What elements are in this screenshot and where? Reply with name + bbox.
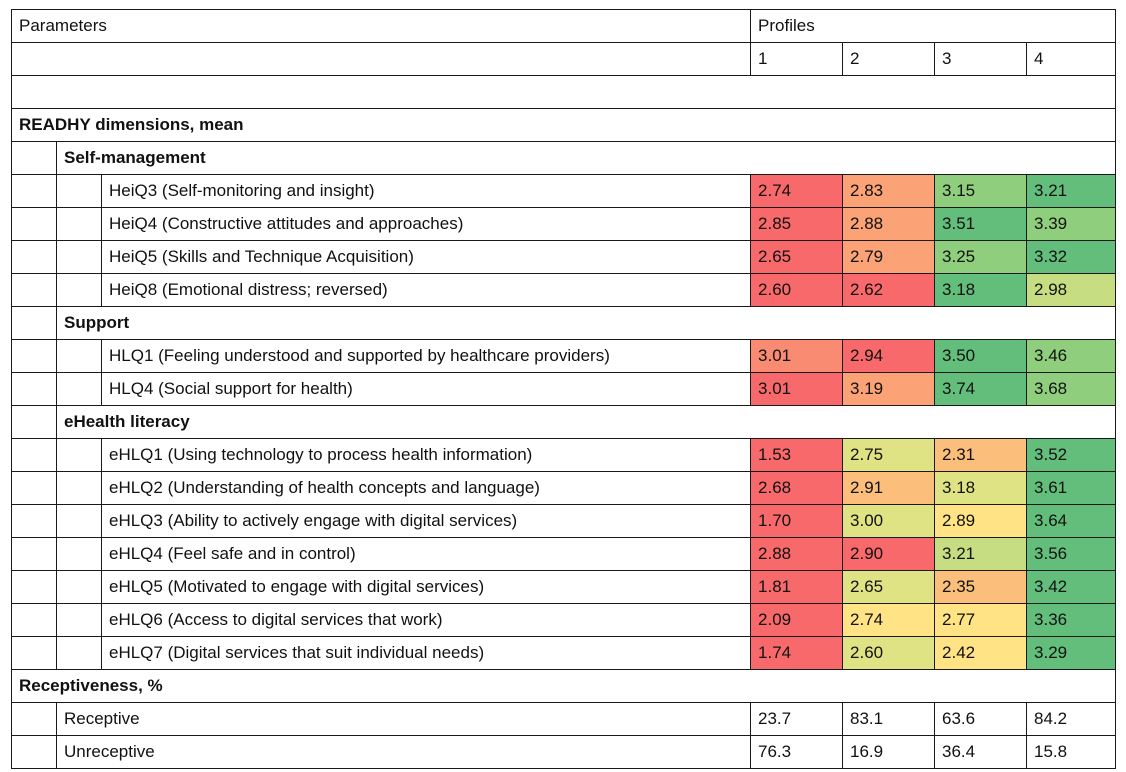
- parameter-label: HeiQ4 (Constructive attitudes and approaches): [102, 208, 751, 241]
- indent-cell: [57, 175, 102, 208]
- indent-cell: [12, 571, 57, 604]
- profile-2-value: 2.60: [843, 637, 935, 670]
- table-row: [12, 373, 1116, 406]
- profile-4-value: 3.36: [1027, 604, 1116, 637]
- parameter-label: eHLQ6 (Access to digital services that work): [102, 604, 751, 637]
- indent-cell: [12, 274, 57, 307]
- profile-2-value: 2.62: [843, 274, 935, 307]
- profile-1-value: 2.09: [751, 604, 843, 637]
- profile-2-value: 2.88: [843, 208, 935, 241]
- section-label: Receptiveness, %: [12, 670, 1116, 703]
- parameter-label: HeiQ5 (Skills and Technique Acquisition): [102, 241, 751, 274]
- parameters-header: Parameters: [12, 10, 751, 43]
- profile-3-value: 2.35: [935, 571, 1027, 604]
- profile-3-value: 63.6: [935, 703, 1027, 736]
- profiles-header: Profiles: [751, 10, 1116, 43]
- indent-cell: [12, 538, 57, 571]
- header-row-1: [12, 10, 1116, 43]
- indent-cell: [57, 241, 102, 274]
- profile-4-value: 3.32: [1027, 241, 1116, 274]
- profile-3-value: 3.51: [935, 208, 1027, 241]
- profile-2-value: 2.74: [843, 604, 935, 637]
- indent-cell: [12, 406, 57, 439]
- profile-3-value: 3.50: [935, 340, 1027, 373]
- profiles-table: [11, 9, 1116, 769]
- parameter-label: eHLQ3 (Ability to actively engage with digital services): [102, 505, 751, 538]
- profile-2-value: 2.75: [843, 439, 935, 472]
- indent-cell: [57, 373, 102, 406]
- table-row: [12, 439, 1116, 472]
- table-row: [12, 736, 1116, 769]
- table-row: [12, 472, 1116, 505]
- profile-1-value: 1.53: [751, 439, 843, 472]
- indent-cell: [12, 637, 57, 670]
- profile-1-value: 2.85: [751, 208, 843, 241]
- indent-cell: [57, 538, 102, 571]
- parameter-label: eHLQ5 (Motivated to engage with digital services): [102, 571, 751, 604]
- indent-cell: [57, 637, 102, 670]
- parameter-label: eHLQ4 (Feel safe and in control): [102, 538, 751, 571]
- profile-1-value: 1.74: [751, 637, 843, 670]
- group-label: Self-management: [57, 142, 1116, 175]
- table-row: [12, 241, 1116, 274]
- parameter-label: HLQ1 (Feeling understood and supported by healthcare providers): [102, 340, 751, 373]
- indent-cell: [12, 175, 57, 208]
- table-row: [12, 274, 1116, 307]
- profile-1-value: 76.3: [751, 736, 843, 769]
- parameter-label: Unreceptive: [57, 736, 751, 769]
- profile-number-4: 4: [1027, 43, 1116, 76]
- table-row: [12, 703, 1116, 736]
- table-row: [12, 571, 1116, 604]
- profile-2-value: 3.19: [843, 373, 935, 406]
- table-row: [12, 505, 1116, 538]
- group-label: Support: [57, 307, 1116, 340]
- indent-cell: [57, 571, 102, 604]
- profile-3-value: 2.89: [935, 505, 1027, 538]
- profile-2-value: 2.83: [843, 175, 935, 208]
- profile-3-value: 3.18: [935, 472, 1027, 505]
- profile-3-value: 3.74: [935, 373, 1027, 406]
- indent-cell: [57, 472, 102, 505]
- indent-cell: [57, 604, 102, 637]
- profile-number-1: 1: [751, 43, 843, 76]
- indent-cell: [57, 439, 102, 472]
- profile-3-value: 3.18: [935, 274, 1027, 307]
- profile-1-value: 1.81: [751, 571, 843, 604]
- table-row: [12, 340, 1116, 373]
- profile-4-value: 3.61: [1027, 472, 1116, 505]
- spacer-row: [12, 76, 1116, 109]
- table-row: [12, 538, 1116, 571]
- profile-number-3: 3: [935, 43, 1027, 76]
- header-row-2: [12, 43, 1116, 76]
- section-row: [12, 109, 1116, 142]
- indent-cell: [57, 208, 102, 241]
- profile-2-value: 2.91: [843, 472, 935, 505]
- profile-1-value: 2.68: [751, 472, 843, 505]
- profile-2-value: 83.1: [843, 703, 935, 736]
- indent-cell: [12, 142, 57, 175]
- profile-2-value: 3.00: [843, 505, 935, 538]
- profile-4-value: 84.2: [1027, 703, 1116, 736]
- profile-4-value: 3.64: [1027, 505, 1116, 538]
- profile-3-value: 3.25: [935, 241, 1027, 274]
- profile-1-value: 1.70: [751, 505, 843, 538]
- header-empty-cell: [12, 43, 751, 76]
- parameter-label: eHLQ1 (Using technology to process health information): [102, 439, 751, 472]
- table-row: [12, 604, 1116, 637]
- profile-4-value: 3.56: [1027, 538, 1116, 571]
- parameter-label: HeiQ3 (Self-monitoring and insight): [102, 175, 751, 208]
- profile-2-value: 16.9: [843, 736, 935, 769]
- profile-2-value: 2.94: [843, 340, 935, 373]
- parameter-label: HeiQ8 (Emotional distress; reversed): [102, 274, 751, 307]
- profile-1-value: 3.01: [751, 340, 843, 373]
- profile-4-value: 3.29: [1027, 637, 1116, 670]
- profile-2-value: 2.65: [843, 571, 935, 604]
- profile-1-value: 23.7: [751, 703, 843, 736]
- profile-4-value: 3.46: [1027, 340, 1116, 373]
- profile-4-value: 2.98: [1027, 274, 1116, 307]
- profile-1-value: 3.01: [751, 373, 843, 406]
- indent-cell: [12, 736, 57, 769]
- indent-cell: [12, 439, 57, 472]
- profile-4-value: 3.52: [1027, 439, 1116, 472]
- profile-1-value: 2.74: [751, 175, 843, 208]
- profile-3-value: 2.31: [935, 439, 1027, 472]
- indent-cell: [12, 307, 57, 340]
- indent-cell: [12, 373, 57, 406]
- indent-cell: [12, 241, 57, 274]
- profile-3-value: 3.15: [935, 175, 1027, 208]
- indent-cell: [12, 340, 57, 373]
- parameter-label: eHLQ7 (Digital services that suit individual needs): [102, 637, 751, 670]
- parameter-label: Receptive: [57, 703, 751, 736]
- table-row: [12, 637, 1116, 670]
- profile-3-value: 2.42: [935, 637, 1027, 670]
- indent-cell: [57, 274, 102, 307]
- profile-1-value: 2.65: [751, 241, 843, 274]
- indent-cell: [12, 505, 57, 538]
- profile-4-value: 15.8: [1027, 736, 1116, 769]
- profile-2-value: 2.90: [843, 538, 935, 571]
- profile-3-value: 2.77: [935, 604, 1027, 637]
- table-body: [12, 10, 1116, 769]
- profile-3-value: 3.21: [935, 538, 1027, 571]
- indent-cell: [57, 505, 102, 538]
- profile-1-value: 2.60: [751, 274, 843, 307]
- group-label: eHealth literacy: [57, 406, 1116, 439]
- table-row: [12, 175, 1116, 208]
- indent-cell: [12, 208, 57, 241]
- spacer-cell: [12, 76, 1116, 109]
- indent-cell: [12, 604, 57, 637]
- profile-1-value: 2.88: [751, 538, 843, 571]
- section-label: READHY dimensions, mean: [12, 109, 1116, 142]
- section-row: [12, 670, 1116, 703]
- profile-4-value: 3.68: [1027, 373, 1116, 406]
- parameter-label: HLQ4 (Social support for health): [102, 373, 751, 406]
- group-row: [12, 142, 1116, 175]
- indent-cell: [12, 472, 57, 505]
- profile-2-value: 2.79: [843, 241, 935, 274]
- indent-cell: [12, 703, 57, 736]
- group-row: [12, 406, 1116, 439]
- parameter-label: eHLQ2 (Understanding of health concepts and language): [102, 472, 751, 505]
- profile-3-value: 36.4: [935, 736, 1027, 769]
- profile-4-value: 3.42: [1027, 571, 1116, 604]
- indent-cell: [57, 340, 102, 373]
- profile-4-value: 3.21: [1027, 175, 1116, 208]
- group-row: [12, 307, 1116, 340]
- profile-4-value: 3.39: [1027, 208, 1116, 241]
- table-row: [12, 208, 1116, 241]
- profile-number-2: 2: [843, 43, 935, 76]
